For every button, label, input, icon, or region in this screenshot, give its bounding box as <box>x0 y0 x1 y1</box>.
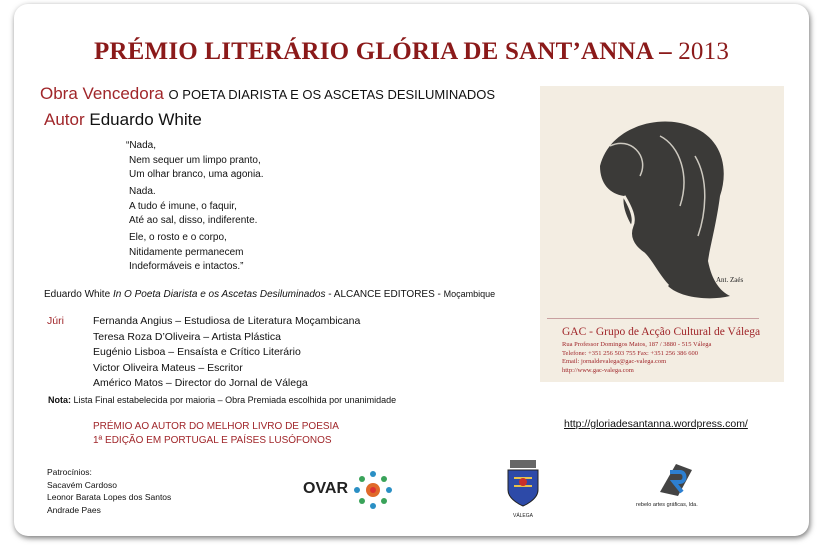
coat-of-arms-icon <box>500 458 546 508</box>
website-link[interactable]: http://gloriadesantanna.wordpress.com/ <box>564 418 748 430</box>
jury-label: Júri <box>47 315 64 327</box>
artist-signature: Ant. Zaés <box>716 276 744 284</box>
jury-member: Fernanda Angius – Estudiosa de Literatura Moçambicana <box>93 315 361 327</box>
gac-divider <box>547 318 759 319</box>
ovar-logo: OVAR <box>303 466 413 512</box>
page-title: PRÉMIO LITERÁRIO GLÓRIA DE SANT’ANNA – 2013 <box>93 38 730 65</box>
rebelo-logo: rebelo artes gráficas, lda. <box>636 462 726 514</box>
jury-list <box>93 314 360 392</box>
jury-member: Teresa Roza D’Oliveira – Artista Plástica <box>93 330 281 343</box>
poem-stanza-3: Ele, o rosto e o corpo, Nitidamente permanecem Indeformáveis e intactos.” <box>129 232 244 272</box>
author-line: Autor Eduardo White <box>44 110 202 129</box>
ovar-rosette-icon <box>351 468 395 512</box>
jury-member: Victor Oliveira Mateus – Escritor <box>93 361 243 374</box>
valega-crest: VÁLEGA <box>500 458 546 516</box>
jury-member: Eugénio Lisboa – Ensaísta e Crítico Literário <box>93 346 301 358</box>
sponsors: Patrocínios: Sacavém Cardoso Leonor Barata Lopes dos Santos Andrade Paes <box>47 467 172 515</box>
citation: Eduardo White In O Poeta Diarista e os Ascetas Desiluminados - ALCANCE EDITORES - Moçambique <box>44 289 496 300</box>
winner-line: Obra Vencedora O POETA DIARISTA E OS ASCETAS DESILUMINADOS <box>40 84 496 103</box>
poem-stanza-2: Nada. A tudo é imune, o faquir, Até ao sal, disso, indiferente. <box>129 186 258 226</box>
note: Nota: Lista Final estabelecida por maioria – Obra Premiada escolhida por unanimidade <box>48 395 397 405</box>
jury-member: Américo Matos – Director do Jornal de Válega <box>93 377 308 389</box>
gac-info: GAC - Grupo de Acção Cultural de Válega Rua Professor Domingos Matos, 187 / 3880 - 515 Válega Telefone: +351 256 503 755 Fax: +351 256 386 600 Email: jornaldevalega@gac-valega.com http://www.gac-valega.com <box>562 326 761 374</box>
prize-text: PRÉMIO AO AUTOR DO MELHOR LIVRO DE POESIA 1ª EDIÇÃO EM PORTUGAL E PAÍSES LUSÓFONOS <box>93 421 339 446</box>
poem-stanza-1: “Nada, Nem sequer um limpo pranto, Um olhar branco, uma agonia. <box>126 140 264 180</box>
rebelo-r-icon <box>656 462 696 498</box>
hair-shape <box>600 122 730 299</box>
poster-card <box>14 4 809 536</box>
